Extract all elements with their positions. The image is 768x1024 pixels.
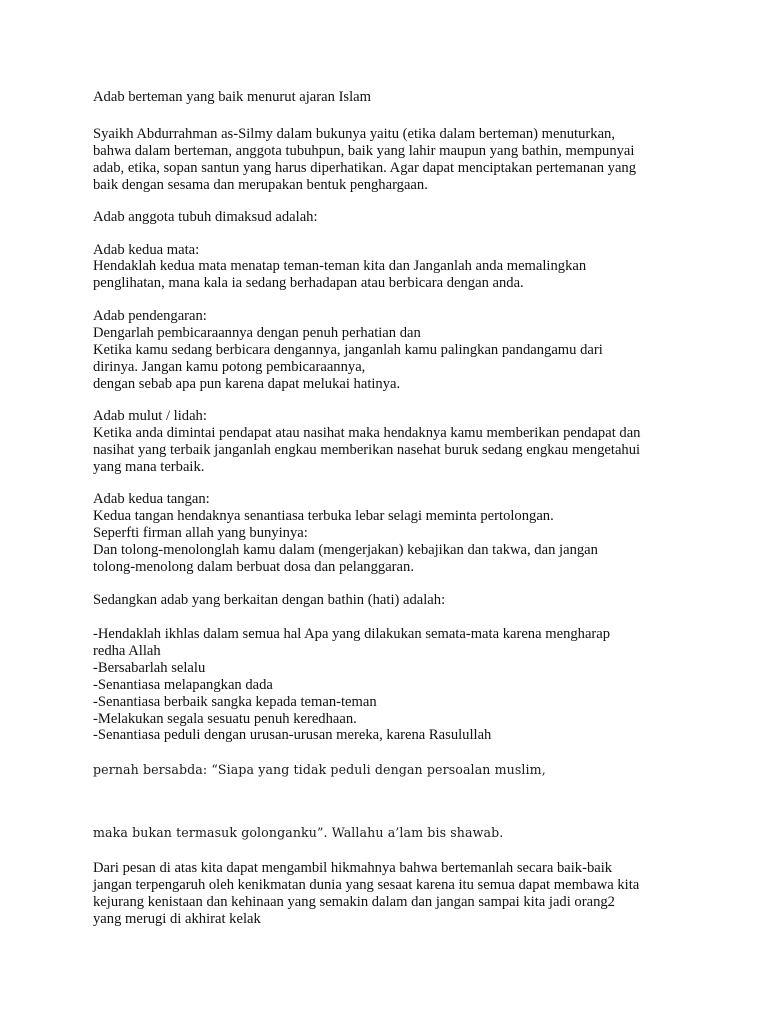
closing-line: jangan terpengaruh oleh kenikmatan dunia yang sesaat karena itu semua dapat membawa kita (93, 877, 640, 893)
closing-line: kejurang kenistaan dan kehinaan yang semakin dalam dan jangan sampai kita jadi orang2 (93, 894, 615, 910)
document-title: Adab berteman yang baik menurut ajaran Islam (93, 89, 371, 105)
mulut-line: nasihat yang terbaik janganlah engkau memberikan nasehat buruk sedang engkau mengetahui (93, 442, 641, 458)
pendengaran-line: Ketika kamu sedang berbicara dengannya, janganlah kamu palingkan pandangamu dari (93, 342, 603, 358)
mata-line: Hendaklah kedua mata menatap teman-teman kita dan Janganlah anda memalingkan (93, 258, 587, 274)
pendengaran-line: dengan sebab apa pun karena dapat melukai hatinya. (93, 376, 401, 392)
bathin-item: -Senantiasa melapangkan dada (93, 677, 273, 693)
mulut-line: Ketika anda dimintai pendapat atau nasihat maka hendaknya kamu memberikan pendapat dan (93, 425, 641, 441)
intro-line: Syaikh Abdurrahman as-Silmy dalam bukunya yaitu (etika dalam berteman) menuturkan, (93, 126, 615, 142)
bathin-item: -Senantiasa peduli dengan urusan-urusan mereka, karena Rasulullah (93, 727, 492, 743)
tangan-line: Kedua tangan hendaknya senantiasa terbuka lebar selagi meminta pertolongan. (93, 508, 554, 524)
bathin-item: -Hendaklah ikhlas dalam semua hal Apa yang dilakukan semata-mata karena mengharap (93, 626, 611, 642)
closing-line: Dari pesan di atas kita dapat mengambil hikmahnya bahwa bertemanlah secara baik-baik (93, 860, 613, 876)
hadith-line: pernah bersabda: “Siapa yang tidak peduli dengan persoalan muslim, (93, 762, 546, 777)
bathin-item: -Melakukan segala sesuatu penuh keredhaan. (93, 711, 357, 727)
pendengaran-line: Dengarlah pembicaraannya dengan penuh perhatian dan (93, 325, 421, 341)
intro-line: baik dengan sesama dan merupakan bentuk penghargaan. (93, 177, 428, 193)
section-heading-mata: Adab kedua mata: (93, 242, 200, 258)
mulut-line: yang mana terbaik. (93, 459, 205, 475)
mata-line: penglihatan, mana kala ia sedang berhadapan atau berbicara dengan anda. (93, 275, 524, 291)
hadith-line: maka bukan termasuk golonganku”. Wallahu a’lam bis shawab. (93, 825, 504, 840)
section-heading-bathin: Sedangkan adab yang berkaitan dengan bathin (hati) adalah: (93, 592, 446, 608)
section-heading-mulut: Adab mulut / lidah: (93, 408, 207, 424)
pendengaran-line: dirinya. Jangan kamu potong pembicaraannya, (93, 359, 366, 375)
tangan-line: Dan tolong-menolonglah kamu dalam (mengerjakan) kebajikan dan takwa, dan jangan (93, 542, 598, 558)
section-heading-tangan: Adab kedua tangan: (93, 491, 210, 507)
tangan-line: tolong-menolong dalam berbuat dosa dan pelanggaran. (93, 559, 414, 575)
section-heading-pendengaran: Adab pendengaran: (93, 308, 207, 324)
bathin-item: -Bersabarlah selalu (93, 660, 206, 676)
intro-line: bahwa dalam berteman, anggota tubuhpun, baik yang lahir maupun yang bathin, mempunyai (93, 143, 635, 159)
intro-line: adab, etika, sopan santun yang harus diperhatikan. Agar dapat menciptakan pertemanan yang (93, 160, 637, 176)
closing-line: yang merugi di akhirat kelak (93, 911, 261, 927)
tangan-line: Seperfti firman allah yang bunyinya: (93, 525, 308, 541)
bathin-item: redha Allah (93, 643, 161, 659)
bathin-item: -Senantiasa berbaik sangka kepada teman-teman (93, 694, 377, 710)
section-heading-anggota: Adab anggota tubuh dimaksud adalah: (93, 209, 318, 225)
